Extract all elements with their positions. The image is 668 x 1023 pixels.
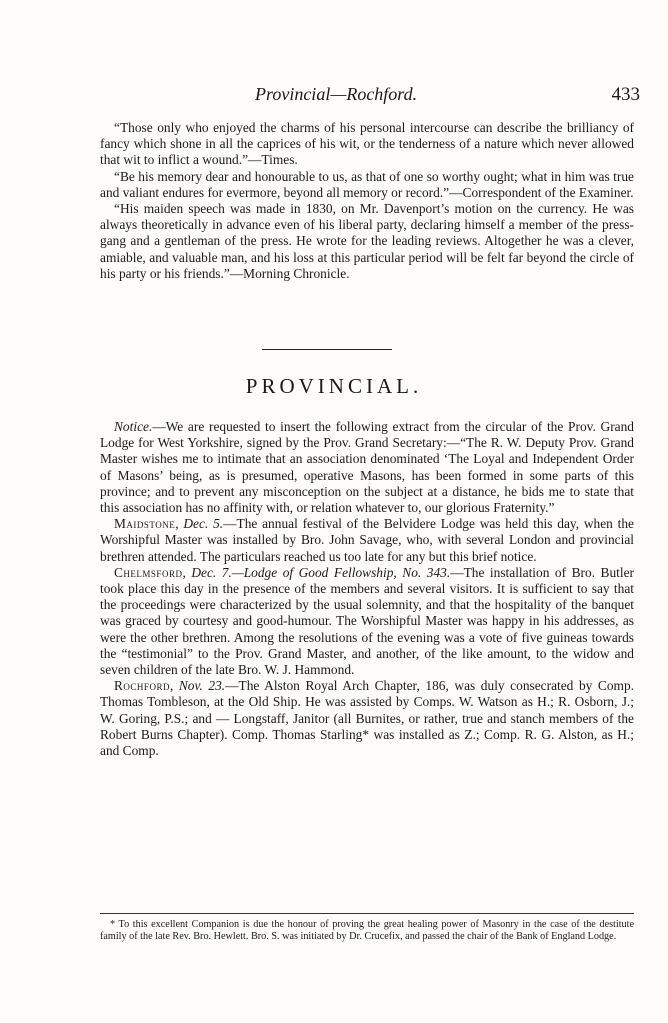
place-name: Rochford	[114, 678, 170, 694]
notice-paragraph	[100, 419, 634, 516]
provincial-reports	[100, 419, 634, 759]
rochford-paragraph: Rochford, Nov. 23.—The Alston Royal Arch Chapter, 186, was duly consecrated by Comp. Thomas Tombleson, at the Old Ship. He was assisted by Comps. W. Watson as H.; R. Osborn, J.; W. Goring, P.S.; and — Longstaff, Janitor (all Burnites, or rather, true and stanch members of the Robert Burns Chapter). Comp. Thomas Starling* was installed as Z.; Comp. R. G. Alston, as H.; and Comp.	[100, 678, 634, 759]
page-number: 433	[611, 84, 640, 105]
report-date: Dec. 5.	[183, 516, 224, 532]
quote-paragraph: “Those only who enjoyed the charms of his personal intercourse can describe the brilliancy of fancy which shone in all the caprices of his wit, or the tenderness of a nature which never allowed that wit to inflict a wound.”—Times.	[100, 120, 634, 168]
maidstone-paragraph: Maidstone, Dec. 5.—The annual festival of the Belvidere Lodge was held this day, when the Worshipful Master was installed by Bro. John Savage, who, with several London and provincial brethren attended. The particulars reached us too late for any but this brief notice.	[100, 516, 634, 564]
section-divider	[262, 349, 392, 350]
quote-paragraph: “Be his memory dear and honourable to us, as that of one so worthy ought; what in him was true and valiant endures for evermore, beyond all memory or record.”—Correspondent of the Examiner.	[100, 168, 634, 200]
running-title: Provincial—Rochford.	[255, 84, 418, 104]
footnote: * To this excellent Companion is due the honour of proving the great healing power of Masonry in the case of the destitute family of the late Rev. Bro. Hewlett. Bro. S. was initiated by Dr. Crucefix, and passed the chair of the Bank of England Lodge.	[100, 919, 634, 943]
report-text: —The installation of Bro. Butler took place this day in the presence of the members and several visitors. It is sufficient to say that the proceedings were characterized by the usual solemnity, and that the hospitality of the banquet was graced by courtesy and good-humour. The Worshipful Master was happy in his addresses, as were the other brethren. Among the resolutions of the evening was a vote of five guineas towards the “testimonial” to the Prov. Grand Master, and another, of the like amount, to the widow and seven children of the late Bro. W. J. Hammond.	[100, 564, 635, 678]
obituary-quotes	[100, 120, 634, 282]
lodge-name: —Lodge of Good Fellowship, No. 343.	[231, 564, 451, 580]
chelmsford-paragraph: Chelmsford, Dec. 7.—Lodge of Good Fellowship, No. 343.—The installation of Bro. Butler took place this day in the presence of the members and several visitors. It is sufficient to say that the proceedings were characterized by the usual solemnity, and that the hospitality of the banquet was graced by courtesy and good-humour. The Worshipful Master was happy in his addresses, as were the other brethren. Among the resolutions of the evening was a vote of five guineas towards the “testimonial” to the Prov. Grand Master, and another, of the like amount, to the widow and seven children of the late Bro. W. J. Hammond.	[100, 564, 635, 678]
report-text: —The Alston Royal Arch Chapter, 186, was duly consecrated by Comp. Thomas Tombleson, at the Old Ship. He was assisted by Comps. W. Watson as H.; R. Osborn, J.; W. Goring, P.S.; and — Longstaff, Janitor (all Burnites, or rather, true and stanch members of the Robert Burns Chapter). Comp. Thomas Starling* was installed as Z.; Comp. R. G. Alston, as H.; and Comp.	[100, 678, 634, 759]
notice-text: —We are requested to insert the following extract from the circular of the Prov. Grand Lodge for West Yorkshire, signed by the Prov. Grand Secretary:—“The R. W. Deputy Prov. Grand Master wishes me to intimate that an association denominated ‘The Loyal and Independent Order of Masons’ being, as is presumed, operative Masons, has been formed in some parts of this province; and to prevent any misconception on the subject at a distance, he bids me to state that this association has no affinity with, or relation whatever to, our glorious Fraternity.”	[100, 419, 634, 516]
report-text: —The annual festival of the Belvidere Lodge was held this day, when the Worshipful Master was installed by Bro. John Savage, who, with several London and provincial brethren attended. The particulars reached us too late for any but this brief notice.	[100, 516, 634, 564]
footnote-rule	[100, 913, 634, 914]
report-date: Nov. 23.	[178, 678, 226, 694]
quote-paragraph: “His maiden speech was made in 1830, on Mr. Davenport’s motion on the currency. He was always theoretically in advance even of his liberal party, declaring himself a member of the press-gang and a gentleman of the press. He wrote for the leading reviews. Altogether he was a clever, amiable, and valuable man, and his loss at this particular period will be felt far beyond the circle of his party or his friends.”—Morning Chronicle.	[100, 201, 634, 281]
place-name: Maidstone	[114, 516, 176, 532]
section-heading: PROVINCIAL.	[245, 374, 423, 398]
running-head	[100, 84, 640, 110]
notice-lead: Notice.	[114, 419, 153, 434]
report-date: Dec. 7.	[191, 564, 232, 580]
place-name: Chelmsford	[114, 564, 183, 580]
